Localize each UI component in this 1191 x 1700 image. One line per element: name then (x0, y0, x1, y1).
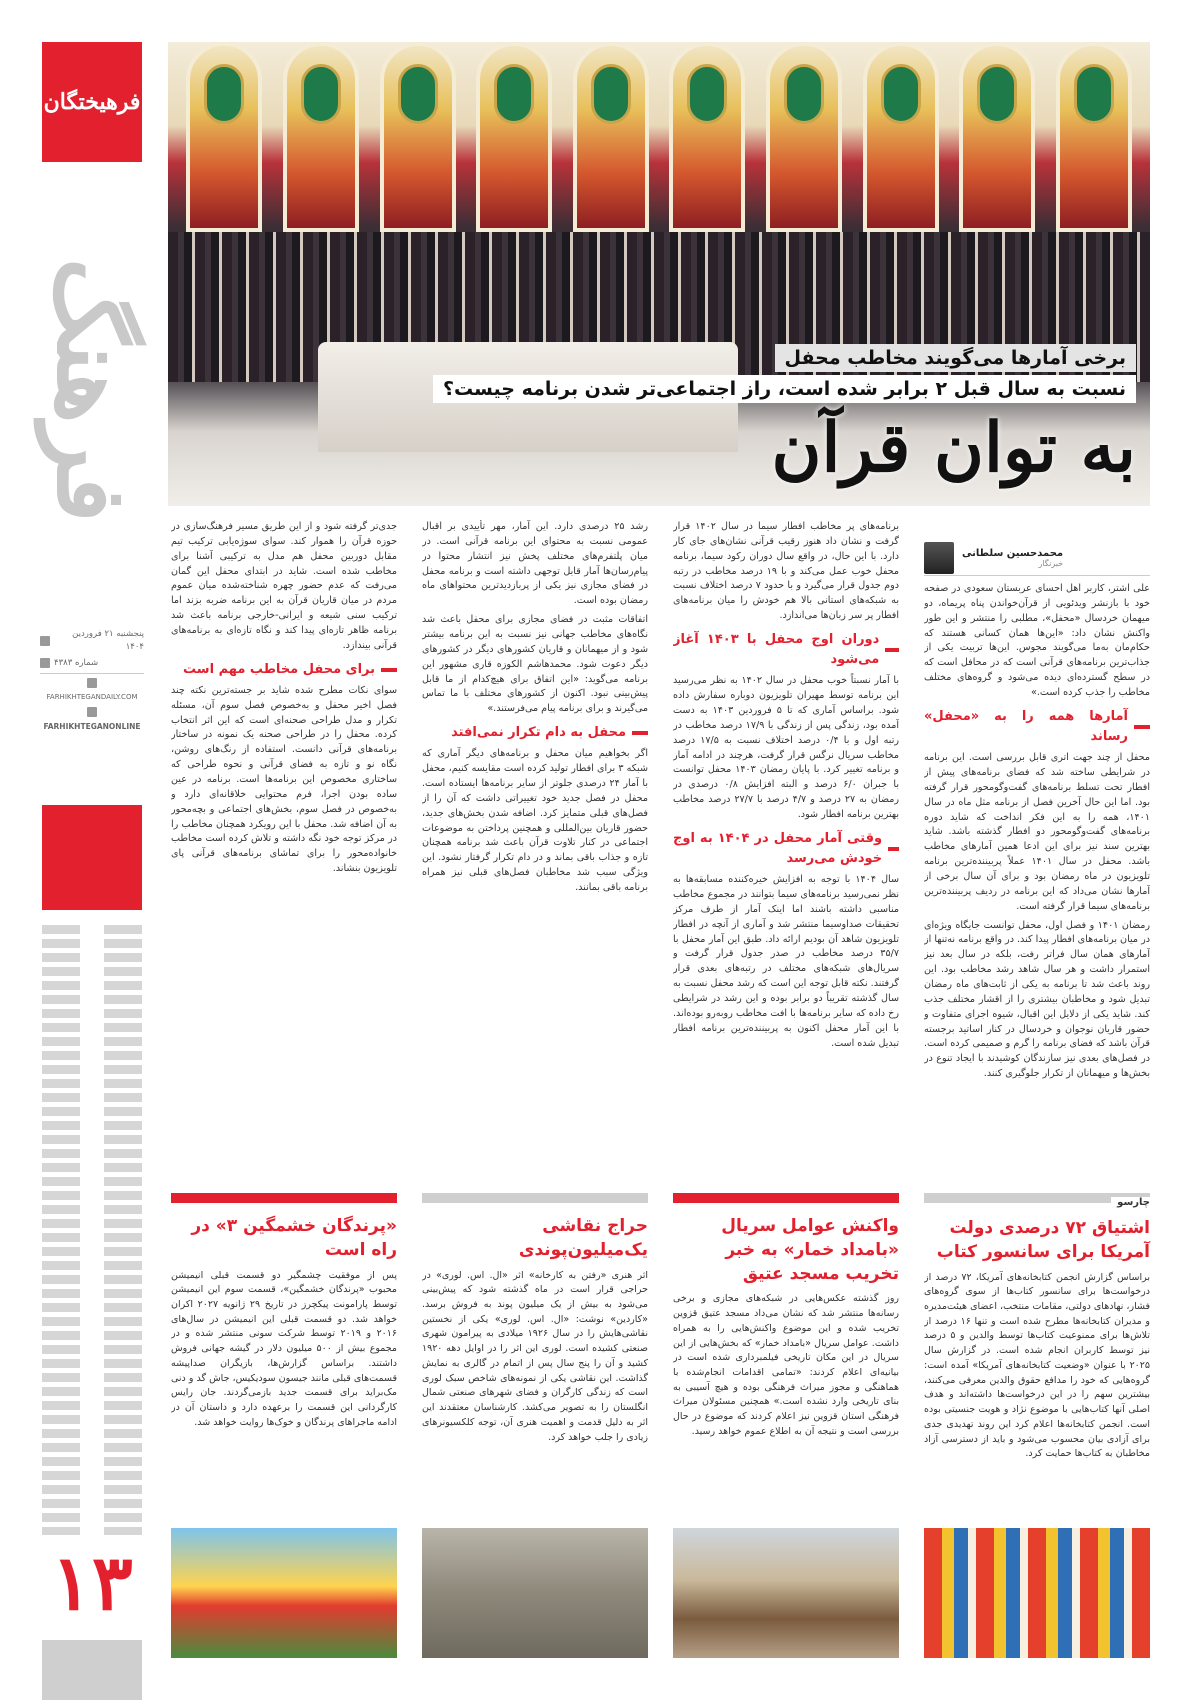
author-name: محمدحسین سلطانی (962, 547, 1064, 559)
footer-block (42, 1640, 142, 1700)
painting-photo (422, 1528, 648, 1658)
page-number: ۱۳ (51, 1538, 133, 1627)
news-text: براساس گزارش انجمن کتابخانه‌های آمریکا، ۷۲ درصد از درخواست‌ها برای سانسور کتاب‌ها از سوی گروه‌های فشار، نهادهای دولتی، مقامات منتخب، اعضای هیئت‌مدیره و مدیران کتابخانه‌ها مطرح شده است و تنها ۱۶ درصد از تلاش‌ها برای ممنوعیت کتاب‌ها توسط والدین و ۵ درصد نیز توسط کاربران انجام شده است. در گزارش سال ۲۰۲۵ با عنوان «وضعیت کتابخانه‌های آمریکا» آمده است: گروه‌هایی که خود را مدافع حقوق والدین معرفی می‌کنند، بیشترین سهم را در این درخواست‌ها داشته‌اند و هدف اصلی آنها کتاب‌هایی با موضوع نژاد و هویت جنسیتی بوده است. انجمن کتابخانه‌ها اعلام کرد این روند تهدیدی جدی برای آزادی بیان محسوب می‌شود و باید از دسترسی آزاد مخاطبان به کتاب‌ها حمایت کرد. (924, 1271, 1150, 1460)
article-column-4: جدی‌تر گرفته شود و از این طریق مسیر فرهنگ‌سازی در حوزه قرآن را هموار کند. سوای سوژه‌یابی ترکیب تیم مقابل دوربین محفل هم مدل به ترکیبی آشنا برای مخاطب شده است. شاید در ابتدای محفل این گمان می‌رفت که عدم حضور چهره شناخته‌شده میان عموم مردم در میان قاریان قرآن به این برنامه ضربه بزند اما ترکیب سنی شیعه و ایرانی-خارجی برنامه باعث شد برنامه ظاهر تازه‌ای پیدا کند و نگاه تازه‌ای به برنامه‌های قرآنی بیندازد. برای محفل مخاطب مهم است سوای نکات مطرح شده شاید بر جسته‌ترین نکته چند فصل اخیر محفل و به‌خصوص فصل سوم آن، مسئله تکرار و مدل طراحی صحنه‌ای است که این اثر انتخاب کرده. محفل را در طراحی صحنه یک نمونه در ساختار برنامه‌های قرآنی دانست. استفاده از رنگ‌های روشن، نگاه نو و تازه به فضای قرآنی و نحوه طراحی که ساختاری مخصوص این برنامه‌ها است. برنامه در عین ساده بودن اجرا، فرم محتوایی خلاقانه‌ای دارد و به‌خصوص در فصل سوم، بخش‌های اجتماعی و بچه‌محور به آن اضافه شد. محفل با این رویکرد همچنان مخاطب را در مرکز توجه خود نگه داشته و تلاش کرده است مخاطب خانواده‌محور را برای تماشای برنامه‌های قرآنی پای تلویزیون بنشاند. (171, 521, 397, 875)
news-item (422, 1215, 648, 1504)
news-text: پس از موفقیت چشمگیر دو قسمت قبلی انیمیشن محبوب «پرندگان خشمگین»، قسمت سوم این انیمیشن توسط پارامونت پیکچرز در تاریخ ۲۹ ژانویه ۲۰۲۷ اکران خواهد شد. دو قسمت قبلی این انیمیشن در سال‌های ۲۰۱۶ و ۲۰۱۹ توسط شرکت سونی منتشر شده و در مجموع بیش از ۵۰۰ میلیون دلار در گیشه جهانی فروش داشتند. براساس گزارش‌ها، بازیگران صداپیشه قسمت‌های قبلی مانند جیسون سودیکیس، جاش گد و دنی مک‌براید برای قسمت جدید بازمی‌گردند. جان رایس کارگردانی این قسمت را برعهده دارد و داستان آن در ادامه ماجراهای پرندگان و خوک‌ها روایت خواهد شد. (171, 1269, 397, 1428)
subhead: وقتی آمار محفل در ۱۴۰۴ به اوج خودش می‌رسد (673, 829, 899, 869)
author-byline (924, 540, 1150, 576)
globe-icon (87, 678, 97, 688)
site-link[interactable]: FARHIKHTEGANDAILY.COM (46, 693, 138, 702)
section-bar (171, 1193, 397, 1203)
section-bar (673, 1193, 899, 1203)
issue-number: شماره ۴۳۸۳ (54, 657, 99, 668)
subhead: محفل به دام تکرار نمی‌افتد (422, 723, 648, 743)
issue-date: پنجشنبه ۲۱ فروردین ۱۴۰۴ (72, 629, 144, 652)
news-title: «پرندگان خشمگین ۳» در راه است (191, 1216, 397, 1260)
article-column-2: برنامه‌های پر مخاطب افطار سیما در سال ۱۴۰۲ قرار گرفت و نشان داد هنوز رقیب قرآنی نشان‌های جای کار دارد. با این حال، در واقع سال دوران رکود سیما، برنامه محفل خوب عمل می‌کند و با ۱۹ درصد مخاطب در رتبه دوم جدول قرار می‌گیرد و با حدود ۷ درصد اختلاف نسبت به شبکه‌های استانی بالا هم خودش را میان برنامه‌های افطار پر سر زبان‌ها می‌اندازد. دوران اوج محفل با ۱۴۰۳ آغاز می‌شود با آمار نسبتاً خوب محفل در سال ۱۴۰۲ به نظر می‌رسید این برنامه توسط مهیران تلویزیون دوباره سفارش داده شود. براساس آماری که تا ۵ فروردین ۱۴۰۳ به دست آمده بود، زندگی پس از زندگی با ۱۷/۹ درصد مخاطب در رتبه اول و با ۰/۴ درصد اختلاف نسبت به ۱۷/۵ درصد مخاطب سریال نرگس قرار گرفت، هرچند در ادامه آمار و برنامه تغییر کرد. با پایان رمضان ۱۴۰۳ محفل توانست با جبران ۶/۰ درصد و البته افزایش ۰/۸ درصدی در رمضان به ۲۷ درصد و ۴/۷ درصد با ۲۷/۷ درصد مخاطب بهترین برنامه افطار شود. وقتی آمار محفل در ۱۴۰۴ به اوج خودش می‌رسد سال ۱۴۰۴ با توجه به افزایش خیره‌کننده مسابقه‌ها به نظر نمی‌رسید برنامه‌های سیما بتوانند در مجموع مخاطب مناسبی داشته باشند اما اینک آمار از طرف مرکز تحقیقات صداوسیما منتشر شد و آماری از آنچه در افطار تلویزیون شاهد آن بودیم ارائه داد. طبق این آمار محفل با ۳۵/۷ درصد مخاطب در صدر جدول قرار گرفت و سریال‌های شبکه‌های مختلف در رتبه‌های بعدی قرار گرفتند. نکته قابل توجه این است که رشد محفل نسبت به سال گذشته تقریباً دو برابر بوده و این رشد در شرایطی رخ داده که سایر برنامه‌ها با افت مخاطب روبه‌رو بوده‌اند. با این آمار محفل اکنون به پربیننده‌ترین برنامه افطار تبدیل شده است. (673, 521, 899, 1049)
newspaper-icon (40, 658, 50, 668)
decorative-stripes (42, 925, 142, 1535)
issue-meta (40, 628, 144, 735)
article-column-1: علی اشتر، کاربر اهل احسای عربستان سعودی در صفحه خود با بازنشر ویدئویی از قرآن‌خواندن پناه پریماه، دو میهمان خردسال «محفل»، مطلبی را منتشر و این طور واکنش نشان داد: «این‌ها همان کسانی هستند که حکام‌مان به‌ما می‌گویند مجوس. این‌ها تربیت یکی از جذاب‌ترین برنامه‌های قرآنی است که در محافل است که در سطح گسترده‌ای دیده می‌شود و گروه‌های مختلف مخاطب را جذب کرده است.» آمارها همه را به «محفل» رساند محفل از چند جهت اتری قابل بررسی است. این برنامه در شرایطی ساخته شد که فضای برنامه‌های پیش از افطار تحت تسلط برنامه‌های گفت‌وگومحور قرار گرفته بود. اما این حال آخرین فصل از برنامه مثل ماه در سال ۱۴۰۱، همه را به این فکر انداخت که شاید دوره برنامه‌های گفت‌وگومحور دو افطار گذشته باشد. شاید بهترین سند نیز برای این ادعا همین آمارهای مخاطب باشد. محفل در سال ۱۴۰۱ عملاً پربیننده‌ترین برنامه تلویزیون در ماه رمضان بود و برای آن سال برخی از آمارها نشان می‌داد که این برنامه در ردیف پربیننده‌ترین برنامه‌های سیما قرار گرفته است. رمضان ۱۴۰۱ و فصل اول، محفل توانست جایگاه ویژه‌ای در میان برنامه‌های افطار پیدا کند. در واقع برنامه نه‌تنها از آمارهای همان سال فراتر رفت، بلکه در سال بعد نیز استمرار داشت و هر سال شاهد رشد مخاطب بود. این روند باعث شد تا برنامه به یکی از ثابت‌های ماه رمضان تبدیل شود و مخاطبان بیشتری را از اقشار مختلف جذب کند. شاید یکی از دلایل این اقبال، شیوه اجرای متفاوت و حضور قاریان نوجوان و خردسال در کنار اساتید برجسته قرآن باشد که فضای برنامه را گرم و صمیمی کرده است. در فصل‌های بعدی نیز سازندگان کوشیدند با ایجاد تنوع در بخش‌ها و میهمانان از تکرار جلوگیری کنند. (924, 583, 1150, 1080)
headline-kicker: برخی آمارها می‌گویند مخاطب محفل (775, 344, 1137, 372)
hero-photo (168, 42, 1150, 506)
calendar-icon (40, 636, 50, 646)
headline-block (433, 344, 1136, 488)
news-text: اثر هنری «رفتن به کارخانه» اثر «ال. اس. لوری» در حراجی قرار است در ماه گذشته شود که پیش‌بینی می‌شود به بیش از یک میلیون پوند به فروش برسد. «کاردین» نوشت: «ال. اس. لوری» یکی از نخستین نقاشی‌هایش را در سال ۱۹۲۶ میلادی به پیرامون شهری صنعتی کشیده است. لوری این اثر را در اوایل دهه ۱۹۲۰ کشید و آن را پنج سال پس از اتمام در گالری به نمایش گذاشت. این نقاشی یکی از نمونه‌های شاخص سبک لوری است که زندگی کارگران و فضای شهرهای صنعتی شمال انگلستان را به تصویر می‌کشد. کارشناسان معتقدند این اثر به دلیل قدمت و اهمیت هنری آن، توجه کلکسیونرهای زیادی را جلب خواهد کرد. (422, 1269, 648, 1443)
mosque-photo (673, 1528, 899, 1658)
news-text: روز گذشته عکس‌هایی در شبکه‌های مجازی و برخی رسانه‌ها منتشر شد که نشان می‌داد مسجد عتیق قزوین تخریب شده و این موضوع واکنش‌هایی را به همراه داشت. عوامل سریال «بامداد خمار» که بخش‌هایی از این سریال در این مکان تاریخی فیلمبرداری شده است در بیانیه‌ای اعلام کردند: «تمامی اقدامات انجام‌شده با هماهنگی و مجوز میراث فرهنگی بوده و هیچ آسیبی به بنای تاریخی وارد نشده است.» همچنین مسئولان میراث فرهنگی استان قزوین نیز اعلام کردند که موضوع در حال بررسی است و نتیجه آن به اطلاع عموم خواهد رسید. (673, 1293, 899, 1437)
news-title: واکنش عوامل سریال «بامداد خمار» به خبر تخریب مسجد عتیق (721, 1216, 899, 1284)
news-item (924, 1190, 1150, 1506)
news-item (171, 1215, 397, 1504)
books-photo (924, 1528, 1150, 1658)
red-accent-block (42, 805, 142, 910)
logo-text: فرهیختگان (43, 89, 141, 115)
masthead-logo[interactable] (42, 42, 142, 162)
news-item (673, 1215, 899, 1527)
social-icon (87, 707, 97, 717)
headline-title: به توان قرآن (771, 408, 1136, 488)
author-photo (924, 542, 954, 574)
social-handle[interactable]: FARHIKHTEGANONLINE (43, 721, 141, 731)
angry-birds-poster (171, 1528, 397, 1658)
subhead: برای محفل مخاطب مهم است (171, 660, 397, 680)
stage-arches (168, 42, 1150, 242)
subhead: آمارها همه را به «محفل» رساند (924, 707, 1150, 747)
section-bar (422, 1193, 648, 1203)
section-title: فرهنگ (35, 257, 149, 523)
author-role: خبرنگار (1038, 558, 1064, 568)
article-column-3: رشد ۲۵ درصدی دارد. این آمار، مهر تأییدی بر اقبال عمومی نسبت به محتوای این برنامه قرآنی است. در میان پلتفرم‌های مختلف پخش نیز انتشار محتوا در پیام‌رسان‌ها آمار قابل توجهی داشته است و برنامه محفل در فضای مجازی نیز یکی از پربازدیدترین محتواهای ماه رمضان بوده است. اتفاقات مثبت در فضای مجازی برای محفل باعث شد نگاه‌های مخاطب جهانی نیز نسبت به این برنامه بیشتر شود و از میهمانان و قاریان کشورهای دیگر در کشورهای دیگر دعوت شود. محمدهاشم الکوزه قاری مشهور این برنامه می‌گوید: «این اتفاق برای هیچ‌کدام از ما قابل پیش‌بینی نبود. اکنون از کشورهای مختلف با ما تماس می‌گیرند و برای برنامه پیام می‌فرستند.» محفل به دام تکرار نمی‌افتد اگر بخواهیم میان محفل و برنامه‌های دیگر آماری که شبکه ۳ برای افطار تولید کرده است مقایسه کنیم، محفل با آمار ۲۴ درصدی جلوتر از سایر برنامه‌ها ایستاده است. محفل در فصل جدید خود تغییراتی داشت که آن را از فصل‌های قبلی متمایز کرد. اضافه شدن بخش‌های جدید، حضور قاریان بین‌المللی و همچنین پرداختن به موضوعات اجتماعی در کنار تلاوت قرآن باعث شد برنامه همچنان تازه و جذاب باقی بماند و در دام تکرار گرفتار نشود. این ویژگی سبب شد مخاطبان فصل‌های قبلی نیز همراه برنامه باقی بمانند. (422, 521, 648, 894)
subhead: دوران اوج محفل با ۱۴۰۳ آغاز می‌شود (673, 630, 899, 670)
section-label: چارسو (1111, 1197, 1150, 1208)
news-title: حراج نقاشی یک‌میلیون‌پوندی (518, 1216, 648, 1260)
headline-subtitle: نسبت به سال قبل ۲ برابر شده است، راز اجتماعی‌تر شدن برنامه چیست؟ (433, 375, 1136, 403)
news-title: اشتیاق ۷۲ درصدی دولت آمریکا برای سانسور کتاب (936, 1218, 1150, 1262)
